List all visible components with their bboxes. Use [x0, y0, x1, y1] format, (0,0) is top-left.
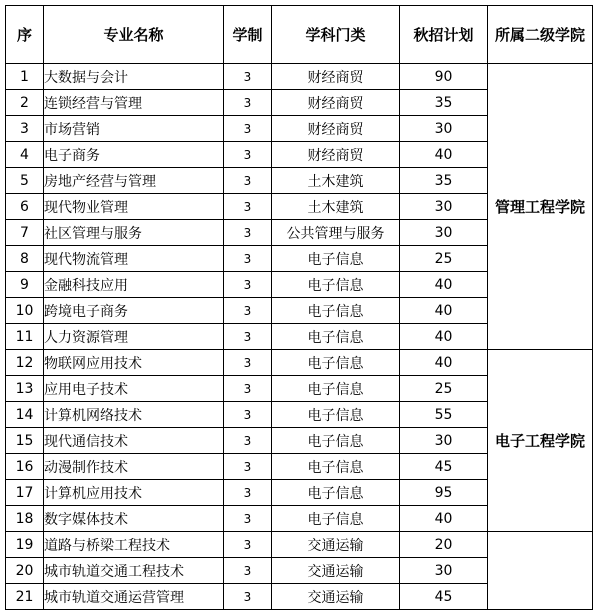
row-index: 5 [6, 168, 44, 194]
enrollment-plan: 40 [400, 142, 488, 168]
header-college: 所属二级学院 [488, 6, 593, 64]
row-index: 9 [6, 272, 44, 298]
enrollment-plan: 25 [400, 246, 488, 272]
major-name: 物联网应用技术 [44, 350, 224, 376]
study-years: 3 [224, 90, 272, 116]
study-years: 3 [224, 116, 272, 142]
row-index: 18 [6, 506, 44, 532]
study-years: 3 [224, 194, 272, 220]
admissions-plan-table [5, 5, 593, 610]
enrollment-plan: 40 [400, 350, 488, 376]
row-index: 13 [6, 376, 44, 402]
enrollment-plan: 40 [400, 506, 488, 532]
study-years: 3 [224, 220, 272, 246]
row-index: 17 [6, 480, 44, 506]
subject-category: 电子信息 [272, 272, 400, 298]
row-index: 1 [6, 64, 44, 90]
study-years: 3 [224, 272, 272, 298]
subject-category: 财经商贸 [272, 142, 400, 168]
row-index: 11 [6, 324, 44, 350]
subject-category: 财经商贸 [272, 116, 400, 142]
college-name: 管理工程学院 [488, 64, 593, 350]
enrollment-plan: 45 [400, 454, 488, 480]
row-index: 16 [6, 454, 44, 480]
major-name: 应用电子技术 [44, 376, 224, 402]
major-name: 现代物流管理 [44, 246, 224, 272]
row-index: 7 [6, 220, 44, 246]
subject-category: 公共管理与服务 [272, 220, 400, 246]
college-name [488, 532, 593, 610]
row-index: 20 [6, 558, 44, 584]
subject-category: 电子信息 [272, 376, 400, 402]
subject-category: 电子信息 [272, 246, 400, 272]
subject-category: 土木建筑 [272, 194, 400, 220]
study-years: 3 [224, 454, 272, 480]
row-index: 15 [6, 428, 44, 454]
study-years: 3 [224, 480, 272, 506]
subject-category: 交通运输 [272, 532, 400, 558]
enrollment-plan: 35 [400, 90, 488, 116]
subject-category: 交通运输 [272, 584, 400, 610]
header-years: 学制 [224, 6, 272, 64]
subject-category: 电子信息 [272, 506, 400, 532]
enrollment-plan: 30 [400, 558, 488, 584]
study-years: 3 [224, 64, 272, 90]
major-name: 计算机网络技术 [44, 402, 224, 428]
study-years: 3 [224, 324, 272, 350]
row-index: 4 [6, 142, 44, 168]
major-name: 数字媒体技术 [44, 506, 224, 532]
subject-category: 电子信息 [272, 454, 400, 480]
subject-category: 电子信息 [272, 324, 400, 350]
subject-category: 电子信息 [272, 350, 400, 376]
major-name: 道路与桥梁工程技术 [44, 532, 224, 558]
major-name: 人力资源管理 [44, 324, 224, 350]
table-header-row [6, 6, 593, 64]
study-years: 3 [224, 246, 272, 272]
study-years: 3 [224, 402, 272, 428]
row-index: 2 [6, 90, 44, 116]
table-body [6, 64, 593, 610]
enrollment-plan: 30 [400, 220, 488, 246]
enrollment-plan: 25 [400, 376, 488, 402]
study-years: 3 [224, 168, 272, 194]
row-index: 10 [6, 298, 44, 324]
major-name: 现代通信技术 [44, 428, 224, 454]
header-category: 学科门类 [272, 6, 400, 64]
major-name: 计算机应用技术 [44, 480, 224, 506]
major-name: 市场营销 [44, 116, 224, 142]
enrollment-plan: 55 [400, 402, 488, 428]
subject-category: 电子信息 [272, 428, 400, 454]
major-name: 城市轨道交通工程技术 [44, 558, 224, 584]
table-row [6, 532, 593, 558]
major-name: 金融科技应用 [44, 272, 224, 298]
row-index: 8 [6, 246, 44, 272]
subject-category: 交通运输 [272, 558, 400, 584]
major-name: 连锁经营与管理 [44, 90, 224, 116]
subject-category: 土木建筑 [272, 168, 400, 194]
major-name: 电子商务 [44, 142, 224, 168]
study-years: 3 [224, 506, 272, 532]
college-name: 电子工程学院 [488, 350, 593, 532]
row-index: 12 [6, 350, 44, 376]
row-index: 6 [6, 194, 44, 220]
study-years: 3 [224, 376, 272, 402]
enrollment-plan: 35 [400, 168, 488, 194]
enrollment-plan: 90 [400, 64, 488, 90]
enrollment-plan: 30 [400, 194, 488, 220]
enrollment-plan: 40 [400, 272, 488, 298]
study-years: 3 [224, 428, 272, 454]
subject-category: 电子信息 [272, 480, 400, 506]
major-name: 大数据与会计 [44, 64, 224, 90]
row-index: 19 [6, 532, 44, 558]
header-plan: 秋招计划 [400, 6, 488, 64]
table-row [6, 350, 593, 376]
study-years: 3 [224, 532, 272, 558]
subject-category: 电子信息 [272, 402, 400, 428]
enrollment-plan: 95 [400, 480, 488, 506]
enrollment-plan: 45 [400, 584, 488, 610]
subject-category: 财经商贸 [272, 90, 400, 116]
major-name: 城市轨道交通运营管理 [44, 584, 224, 610]
subject-category: 财经商贸 [272, 64, 400, 90]
major-name: 动漫制作技术 [44, 454, 224, 480]
enrollment-plan: 40 [400, 324, 488, 350]
major-name: 房地产经营与管理 [44, 168, 224, 194]
study-years: 3 [224, 142, 272, 168]
major-name: 社区管理与服务 [44, 220, 224, 246]
study-years: 3 [224, 584, 272, 610]
major-name: 现代物业管理 [44, 194, 224, 220]
study-years: 3 [224, 350, 272, 376]
study-years: 3 [224, 298, 272, 324]
table-row [6, 64, 593, 90]
row-index: 3 [6, 116, 44, 142]
enrollment-plan: 40 [400, 298, 488, 324]
header-index: 序 [6, 6, 44, 64]
row-index: 14 [6, 402, 44, 428]
enrollment-plan: 30 [400, 116, 488, 142]
row-index: 21 [6, 584, 44, 610]
header-major: 专业名称 [44, 6, 224, 64]
enrollment-plan: 30 [400, 428, 488, 454]
subject-category: 电子信息 [272, 298, 400, 324]
study-years: 3 [224, 558, 272, 584]
enrollment-plan: 20 [400, 532, 488, 558]
major-name: 跨境电子商务 [44, 298, 224, 324]
